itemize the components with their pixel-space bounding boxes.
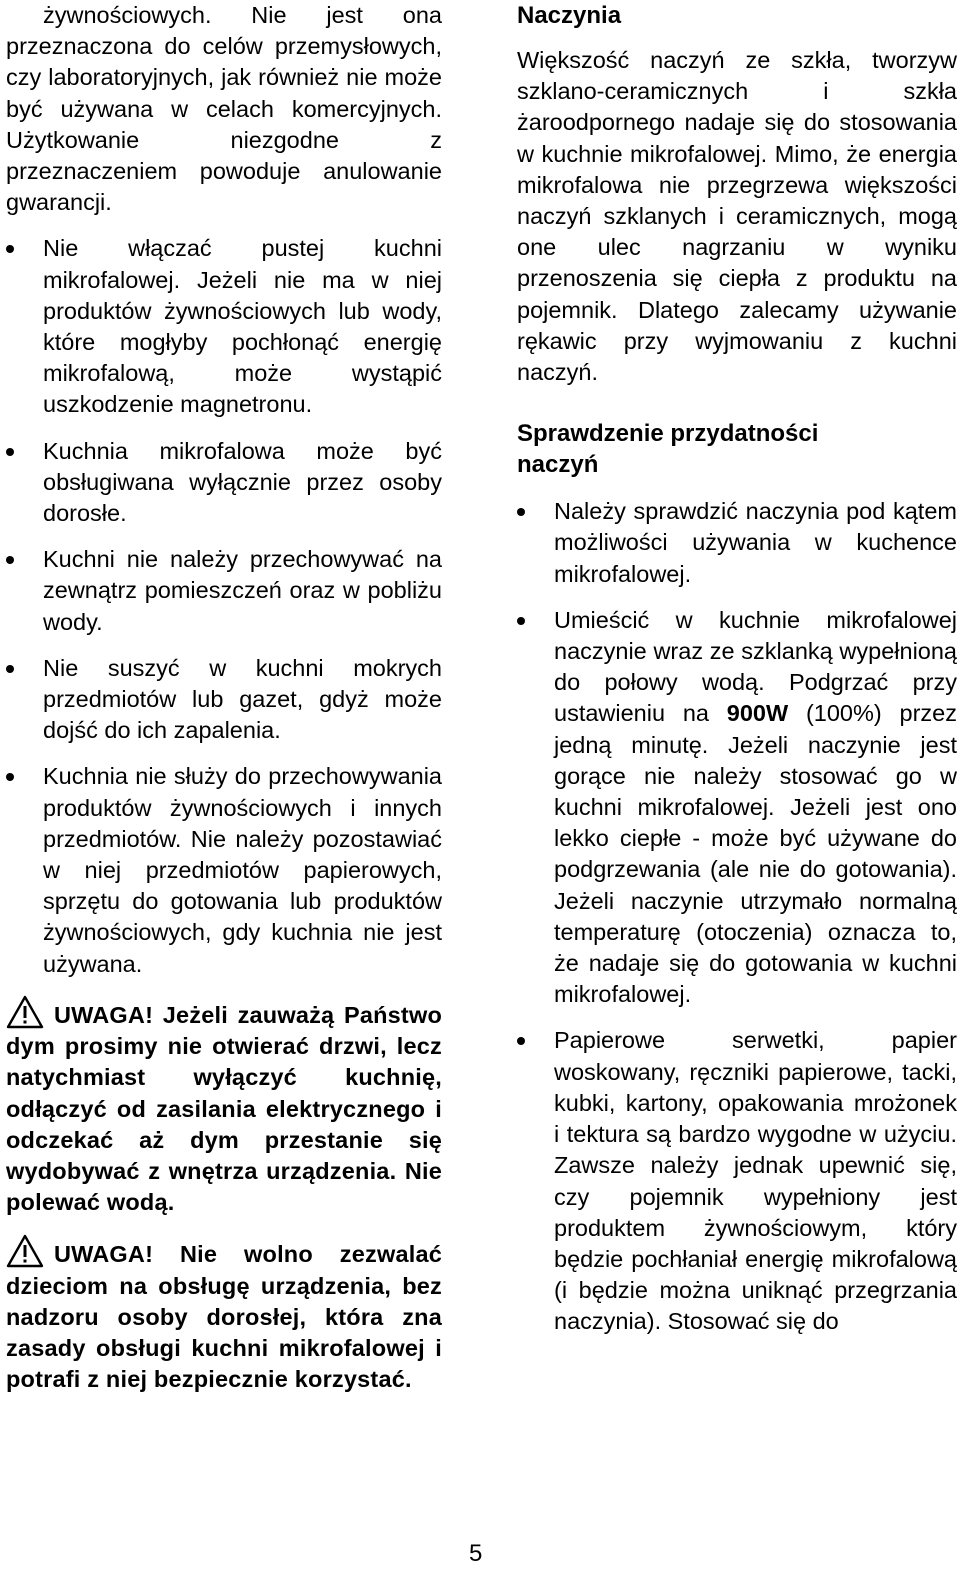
warning-triangle-icon	[6, 1234, 44, 1268]
list-item: Należy sprawdzić naczynia pod kątem możliwości używania w kuchence mikrofalowej.	[517, 496, 957, 590]
bullet-icon	[6, 448, 14, 456]
list-item: Papierowe serwetki, papier woskowany, ręczniki papierowe, tacki, kubki, kartony, opakowania mrożonek i tektura są bardzo wygodne w użyciu. Zawsze należy jednak upewnić się, czy pojemnik wypełniony jest produktem żywnościowym, który będzie pochłaniał energię mikrofalową (i będzie można uniknąć przegrzania naczynia). Stosować się do	[517, 1025, 957, 1337]
bullet-icon	[517, 1037, 525, 1045]
right-column	[517, 0, 957, 1353]
dishes-paragraph: Większość naczyń ze szkła, tworzyw szklano-ceramicznych i szkła żaroodpornego nadaje się do stosowania w kuchnie mikrofalowej. Mimo, że energia mikrofalowa nie przegrzewa większości naczyń szklanych i ceramicznych, mogą one ulec nagrzaniu w wyniku przenoszenia się ciepła z produktu na pojemnik. Dlatego zalecamy używanie rękawic przy wyjmowaniu z kuchni naczyń.	[517, 47, 957, 386]
smoke-warning: UWAGA! Jeżeli zauważą Państwo dym prosimy nie otwierać drzwi, lecz natychmiast wyłączyć kuchnię, odłączyć od zasilania elektrycznego i odczekać aż dym przestanie się wydobywać z wnętrza urządzenia. Nie polewać wodą.	[6, 995, 442, 1218]
list-item: Nie włączać pustej kuchni mikrofalowej. Jeżeli nie ma w niej produktów żywnościowych lub wody, które mogłyby pochłonąć energię mikrofalową, może wystąpić uszkodzenie magnetronu.	[6, 233, 442, 420]
list-item: Kuchni nie należy przechowywać na zewnątrz pomieszczeń oraz w pobliżu wody.	[6, 544, 442, 638]
left-column	[6, 0, 442, 1395]
bullet-icon	[6, 556, 14, 564]
intro-paragraph: żywnościowych. Nie jest ona przeznaczona do celów przemysłowych, czy laboratoryjnych, jak również nie może być używana w celach komercyjnych. Użytkowanie niezgodne z przeznaczeniem powoduje anulowanie gwarancji.	[6, 2, 442, 216]
list-item: Kuchnia mikrofalowa może być obsługiwana wyłącznie przez osoby dorosłe.	[6, 436, 442, 530]
list-item: Nie suszyć w kuchni mokrych przedmiotów lub gazet, gdyż może dojść do ich zapalenia.	[6, 653, 442, 747]
bullet-icon	[517, 508, 525, 516]
safety-list	[6, 233, 442, 979]
page-number: 5	[469, 1540, 483, 1567]
children-warning: UWAGA! Nie wolno zezwalać dzieciom na obsługę urządzenia, bez nadzoru osoby dorosłej, która zna zasady obsługi kuchni mikrofalowej i potrafi z niej bezpiecznie korzystać.	[6, 1234, 442, 1395]
bullet-icon	[6, 245, 14, 253]
bullet-icon	[6, 773, 14, 781]
power-setting: 900W	[726, 700, 789, 727]
warning-triangle-icon	[6, 995, 44, 1029]
section-heading-check-dishes: Sprawdzenie przydatności naczyń	[517, 420, 819, 479]
bullet-icon	[517, 617, 525, 625]
list-item: Kuchnia nie służy do przechowywania produktów żywnościowych i innych przedmiotów. Nie należy pozostawiać w niej przedmiotów papierowych, sprzętu do gotowania lub produktów żywnościowych, gdy kuchnia nie jest używana.	[6, 761, 442, 979]
bullet-icon	[6, 665, 14, 673]
check-list	[517, 496, 957, 1337]
section-heading-dishes: Naczynia	[517, 2, 622, 29]
list-item: Umieścić w kuchnie mikrofalowej naczynie wraz ze szklanką wypełnioną do połowy wodą. Podgrzać przy ustawieniu na 900W (100%) przez jedną minutę. Jeżeli naczynie jest gorące nie należy stosować go w kuchni mikrofalowej. Jeżeli jest ono lekko ciepłe - może być używane do podgrzewania (ale nie do gotowania). Jeżeli naczynie utrzymało normalną temperaturę (otoczenia) oznacza to, że nadaje się do gotowania w kuchni mikrofalowej.	[517, 605, 957, 1011]
